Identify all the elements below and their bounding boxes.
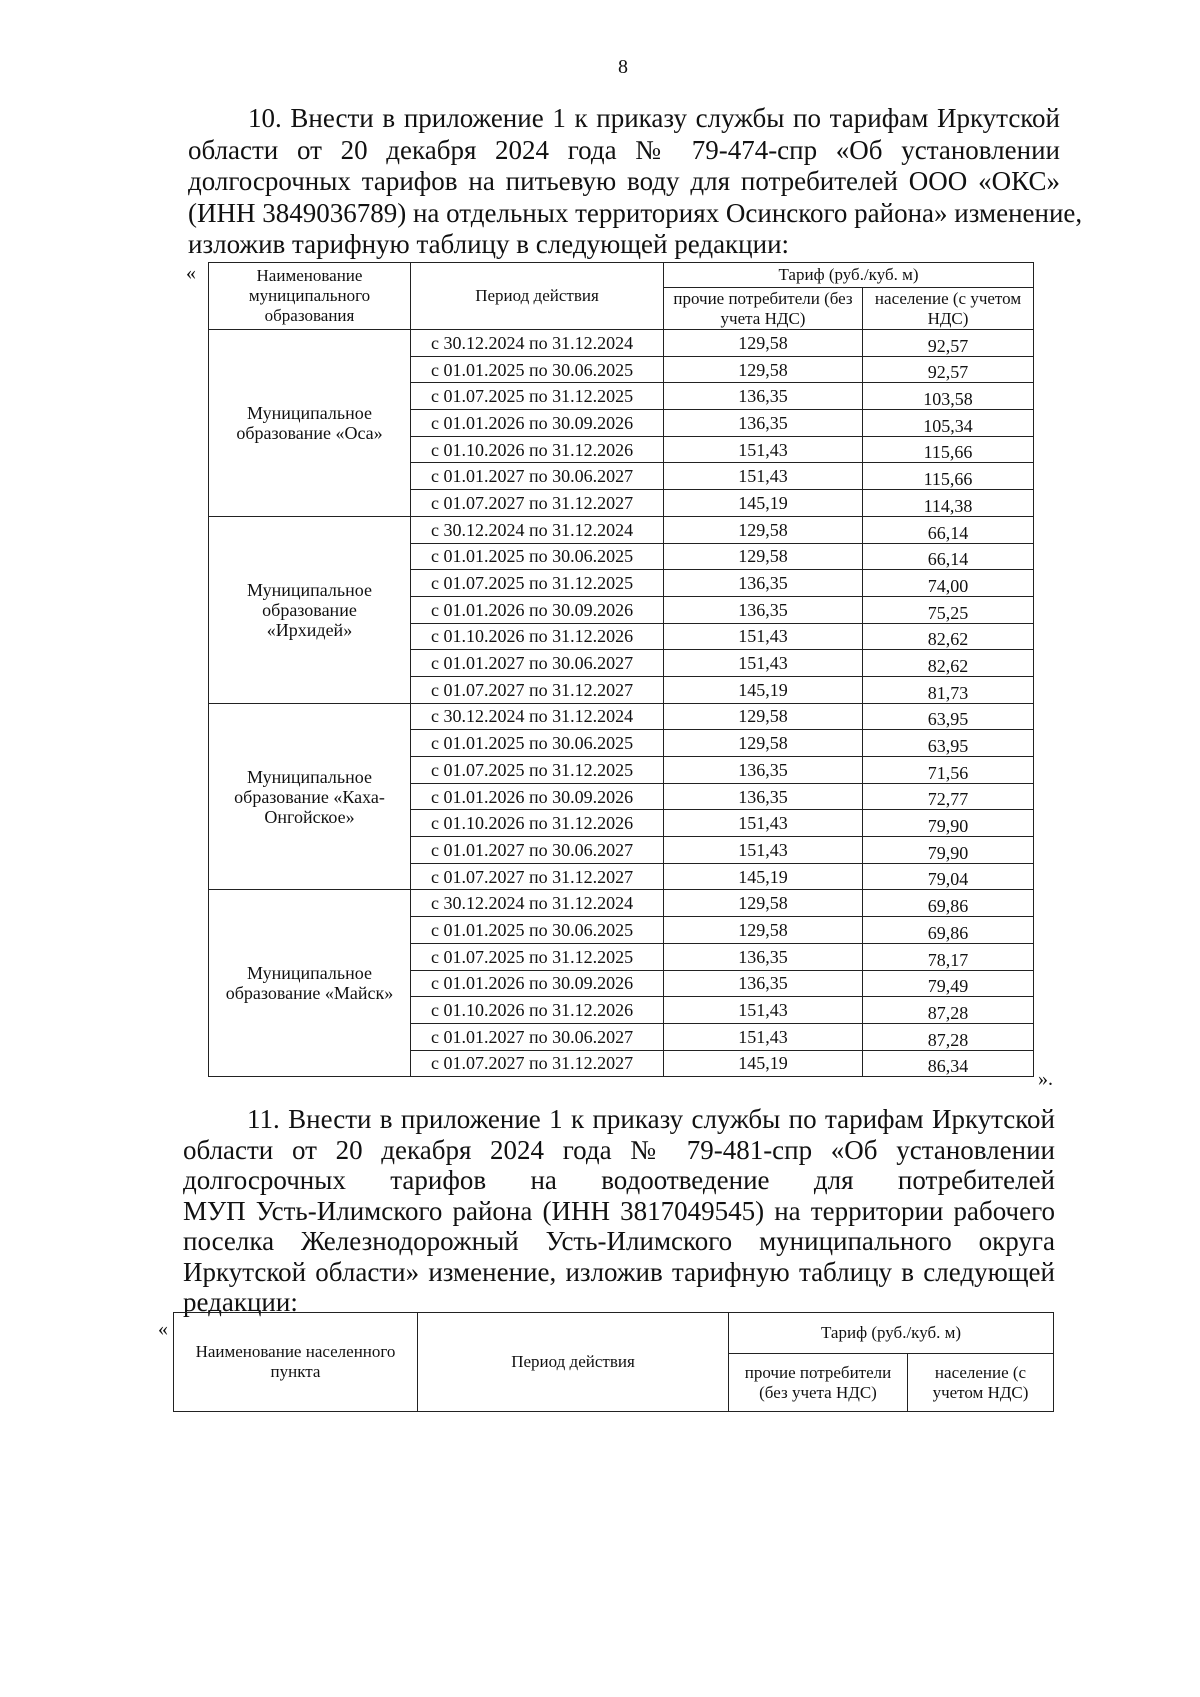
period-cell: с 30.12.2024 по 31.12.2024 [411,703,664,730]
period-cell: с 01.01.2026 по 30.09.2026 [411,783,664,810]
paragraph-line: Иркутской области» изменение, изложив тарифную таблицу в следующей [183,1256,1055,1287]
other-consumers-tariff: 129,58 [664,516,863,543]
population-tariff: 115,66 [863,436,1034,463]
population-tariff: 79,04 [863,863,1034,890]
period-cell: с 01.01.2027 по 30.06.2027 [411,650,664,677]
header-population: население (с учетом НДС) [908,1354,1054,1412]
paragraph-line: 10. Внести в приложение 1 к приказу службы по тарифам Иркутской [248,103,1060,133]
period-cell: с 01.07.2025 по 31.12.2025 [411,383,664,410]
period-cell: с 01.07.2025 по 31.12.2025 [411,943,664,970]
other-consumers-tariff: 129,58 [664,330,863,357]
other-consumers-tariff: 129,58 [664,890,863,917]
municipality-name: Муниципальное образование «Майск» [209,890,411,1077]
paragraph-line: МУП Усть-Илимского района (ИНН 3817049545) на территории рабочего [183,1195,1055,1226]
population-tariff: 86,34 [863,1050,1034,1077]
period-cell: с 01.07.2025 по 31.12.2025 [411,570,664,597]
period-cell: с 01.01.2026 по 30.09.2026 [411,970,664,997]
paragraph-line: изложив тарифную таблицу в следующей редакции: [188,229,790,259]
period-cell: с 01.01.2027 по 30.06.2027 [411,463,664,490]
header-municipality: Наименование муниципального образования [209,263,411,330]
table-row [209,330,1034,357]
other-consumers-tariff: 136,35 [664,383,863,410]
tariff-table-2 [173,1312,1054,1412]
period-cell: с 01.01.2025 по 30.06.2025 [411,730,664,757]
other-consumers-tariff: 136,35 [664,970,863,997]
header-settlement: Наименование населенного пункта [174,1313,418,1412]
period-cell: с 01.07.2027 по 31.12.2027 [411,863,664,890]
header-tariff: Тариф (руб./куб. м) [729,1313,1054,1354]
population-tariff: 87,28 [863,997,1034,1024]
population-tariff: 63,95 [863,703,1034,730]
paragraph-line: поселка Железнодорожный Усть-Илимского муниципального округа [183,1226,1055,1256]
table-row [209,703,1034,730]
period-cell: с 01.01.2027 по 30.06.2027 [411,837,664,864]
population-tariff: 105,34 [863,410,1034,437]
other-consumers-tariff: 145,19 [664,863,863,890]
population-tariff: 72,77 [863,783,1034,810]
paragraph-line: редакции: [183,1287,298,1317]
population-tariff: 75,25 [863,596,1034,623]
other-consumers-tariff: 136,35 [664,596,863,623]
population-tariff: 66,14 [863,516,1034,543]
population-tariff: 114,38 [863,490,1034,517]
population-tariff: 66,14 [863,543,1034,570]
period-cell: с 01.07.2027 по 31.12.2027 [411,490,664,517]
table1-open-quote: « [186,262,196,284]
period-cell: с 01.01.2025 по 30.06.2025 [411,356,664,383]
table1-close-quote: ». [1038,1068,1053,1090]
table2-open-quote: « [158,1318,168,1340]
period-cell: с 01.01.2025 по 30.06.2025 [411,543,664,570]
other-consumers-tariff: 136,35 [664,410,863,437]
period-cell: с 01.10.2026 по 31.12.2026 [411,810,664,837]
other-consumers-tariff: 129,58 [664,703,863,730]
header-other-consumers: прочие потребители (без учета НДС) [729,1354,908,1412]
population-tariff: 81,73 [863,676,1034,703]
period-cell: с 01.01.2025 по 30.06.2025 [411,917,664,944]
population-tariff: 82,62 [863,623,1034,650]
population-tariff: 82,62 [863,650,1034,677]
period-cell: с 01.10.2026 по 31.12.2026 [411,997,664,1024]
population-tariff: 87,28 [863,1023,1034,1050]
population-tariff: 78,17 [863,943,1034,970]
period-cell: с 01.10.2026 по 31.12.2026 [411,436,664,463]
other-consumers-tariff: 136,35 [664,943,863,970]
municipality-name: Муниципальное образование «Оса» [209,330,411,517]
population-tariff: 69,86 [863,917,1034,944]
paragraph-line: долгосрочных тарифов на питьевую воду для потребителей ООО «ОКС» [188,166,1060,196]
header-population: население (с учетом НДС) [863,288,1034,330]
other-consumers-tariff: 136,35 [664,570,863,597]
period-cell: с 01.07.2027 по 31.12.2027 [411,676,664,703]
period-cell: с 30.12.2024 по 31.12.2024 [411,330,664,357]
other-consumers-tariff: 129,58 [664,543,863,570]
table-row [209,890,1034,917]
other-consumers-tariff: 151,43 [664,837,863,864]
other-consumers-tariff: 129,58 [664,917,863,944]
other-consumers-tariff: 151,43 [664,436,863,463]
population-tariff: 79,90 [863,810,1034,837]
other-consumers-tariff: 151,43 [664,1023,863,1050]
population-tariff: 63,95 [863,730,1034,757]
population-tariff: 92,57 [863,356,1034,383]
period-cell: с 01.07.2027 по 31.12.2027 [411,1050,664,1077]
population-tariff: 103,58 [863,383,1034,410]
tariff-table-1 [208,262,1034,1077]
page-number: 8 [618,56,628,78]
period-cell: с 01.10.2026 по 31.12.2026 [411,623,664,650]
population-tariff: 71,56 [863,757,1034,784]
population-tariff: 79,49 [863,970,1034,997]
header-period: Период действия [411,263,664,330]
period-cell: с 30.12.2024 по 31.12.2024 [411,516,664,543]
header-tariff: Тариф (руб./куб. м) [664,263,1034,288]
header-other-consumers: прочие потребители (без учета НДС) [664,288,863,330]
paragraph-line: 11. Внести в приложение 1 к приказу службы по тарифам Иркутской [247,1104,1055,1134]
population-tariff: 79,90 [863,837,1034,864]
municipality-name: Муниципальное образование «Каха-Онгойское» [209,703,411,890]
other-consumers-tariff: 129,58 [664,730,863,757]
paragraph-line: области от 20 декабря 2024 года № 79-481-спр «Об установлении [183,1134,1055,1165]
population-tariff: 115,66 [863,463,1034,490]
population-tariff: 69,86 [863,890,1034,917]
other-consumers-tariff: 151,43 [664,623,863,650]
paragraph-line: долгосрочных тарифов на водоотведение для потребителей [183,1165,1055,1195]
other-consumers-tariff: 145,19 [664,490,863,517]
table-row [209,516,1034,543]
other-consumers-tariff: 145,19 [664,676,863,703]
period-cell: с 01.01.2026 по 30.09.2026 [411,410,664,437]
header-period: Период действия [418,1313,729,1412]
other-consumers-tariff: 151,43 [664,650,863,677]
population-tariff: 74,00 [863,570,1034,597]
other-consumers-tariff: 151,43 [664,463,863,490]
period-cell: с 01.01.2027 по 30.06.2027 [411,1023,664,1050]
period-cell: с 30.12.2024 по 31.12.2024 [411,890,664,917]
population-tariff: 92,57 [863,330,1034,357]
other-consumers-tariff: 151,43 [664,810,863,837]
paragraph-line: области от 20 декабря 2024 года № 79-474-спр «Об установлении [188,134,1060,165]
other-consumers-tariff: 145,19 [664,1050,863,1077]
other-consumers-tariff: 136,35 [664,757,863,784]
municipality-name: Муниципальное образование «Ирхидей» [209,516,411,703]
other-consumers-tariff: 136,35 [664,783,863,810]
period-cell: с 01.07.2025 по 31.12.2025 [411,757,664,784]
period-cell: с 01.01.2026 по 30.09.2026 [411,596,664,623]
paragraph-line: (ИНН 3849036789) на отдельных территориях Осинского района» изменение, [188,197,1083,228]
other-consumers-tariff: 129,58 [664,356,863,383]
other-consumers-tariff: 151,43 [664,997,863,1024]
